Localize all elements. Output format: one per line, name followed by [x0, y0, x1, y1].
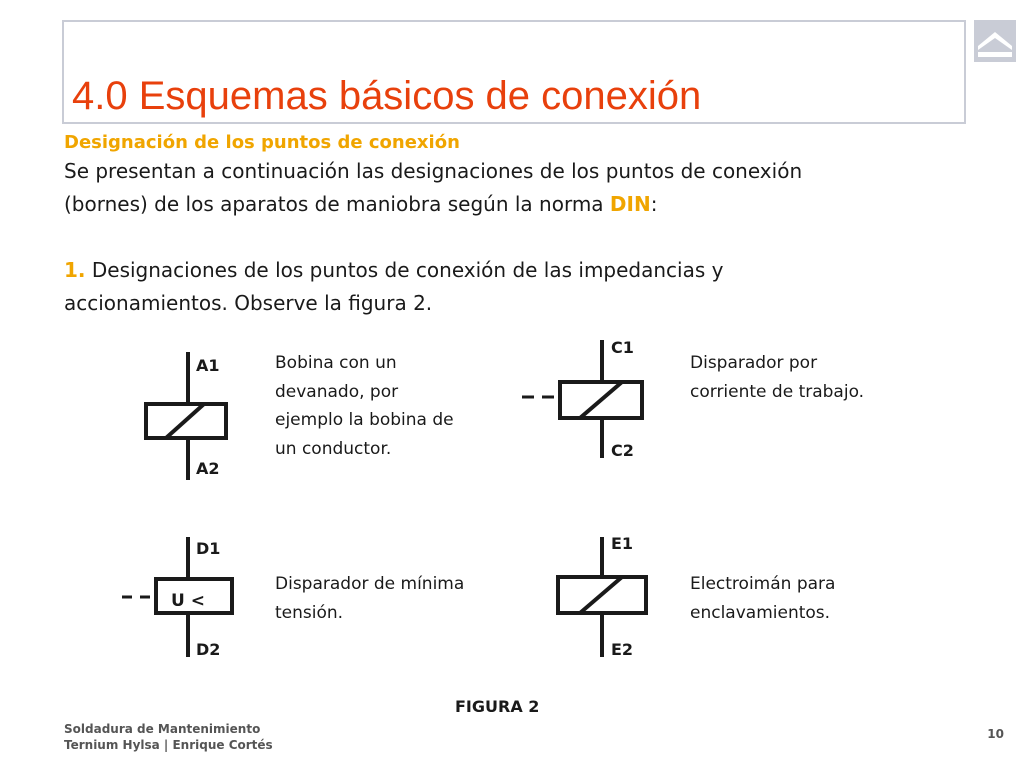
symbol-description: Electroimán para enclavamientos.	[690, 574, 836, 623]
intro-line-2-text: (bornes) de los aparatos de maniobra según la norma	[64, 192, 610, 216]
logo-icon	[974, 20, 1016, 62]
terminal-label-top: C1	[611, 338, 634, 357]
terminal-label-top: D1	[196, 539, 221, 558]
terminal-label-bottom: C2	[611, 441, 634, 460]
slide-title: 4.0 Esquemas básicos de conexión	[72, 74, 702, 118]
coil-inner-label: U <	[171, 591, 205, 611]
intro-line-1: Se presentan a continuación las designaciones de los puntos de conexión	[64, 159, 803, 183]
symbol-description: Bobina con un devanado, por ejemplo la bobina de un conductor.	[275, 353, 454, 459]
figure-caption: FIGURA 2	[455, 697, 540, 716]
symbol-description: Disparador por corriente de trabajo.	[690, 353, 865, 402]
coil-symbol-c	[518, 340, 658, 465]
coil-symbol-a	[130, 350, 250, 490]
page-number: 10	[987, 727, 1004, 741]
body-text	[64, 131, 964, 320]
footer	[64, 721, 273, 753]
item-number: 1.	[64, 258, 86, 282]
terminal-label-top: A1	[196, 356, 220, 375]
terminal-label-bottom: D2	[196, 640, 221, 659]
footer-course: Soldadura de Mantenimiento	[64, 722, 261, 736]
coil-symbol-e	[550, 535, 660, 663]
item-line-1	[64, 254, 964, 287]
intro-line-2-colon: :	[650, 192, 658, 216]
item-line-2: accionamientos. Observe la figura 2.	[64, 291, 433, 315]
terminal-label-bottom: E2	[611, 640, 634, 659]
section-subtitle: Designación de los puntos de conexión	[64, 132, 460, 153]
item-line-1-text: Designaciones de los puntos de conexión de las impedancias y	[85, 258, 724, 282]
footer-author: Ternium Hylsa | Enrique Cortés	[64, 738, 273, 752]
intro-line-2	[64, 188, 964, 221]
symbol-description: Disparador de mínima tensión.	[275, 574, 465, 623]
terminal-label-top: E1	[611, 534, 634, 553]
terminal-label-bottom: A2	[196, 459, 220, 478]
din-highlight: DIN	[609, 192, 651, 216]
